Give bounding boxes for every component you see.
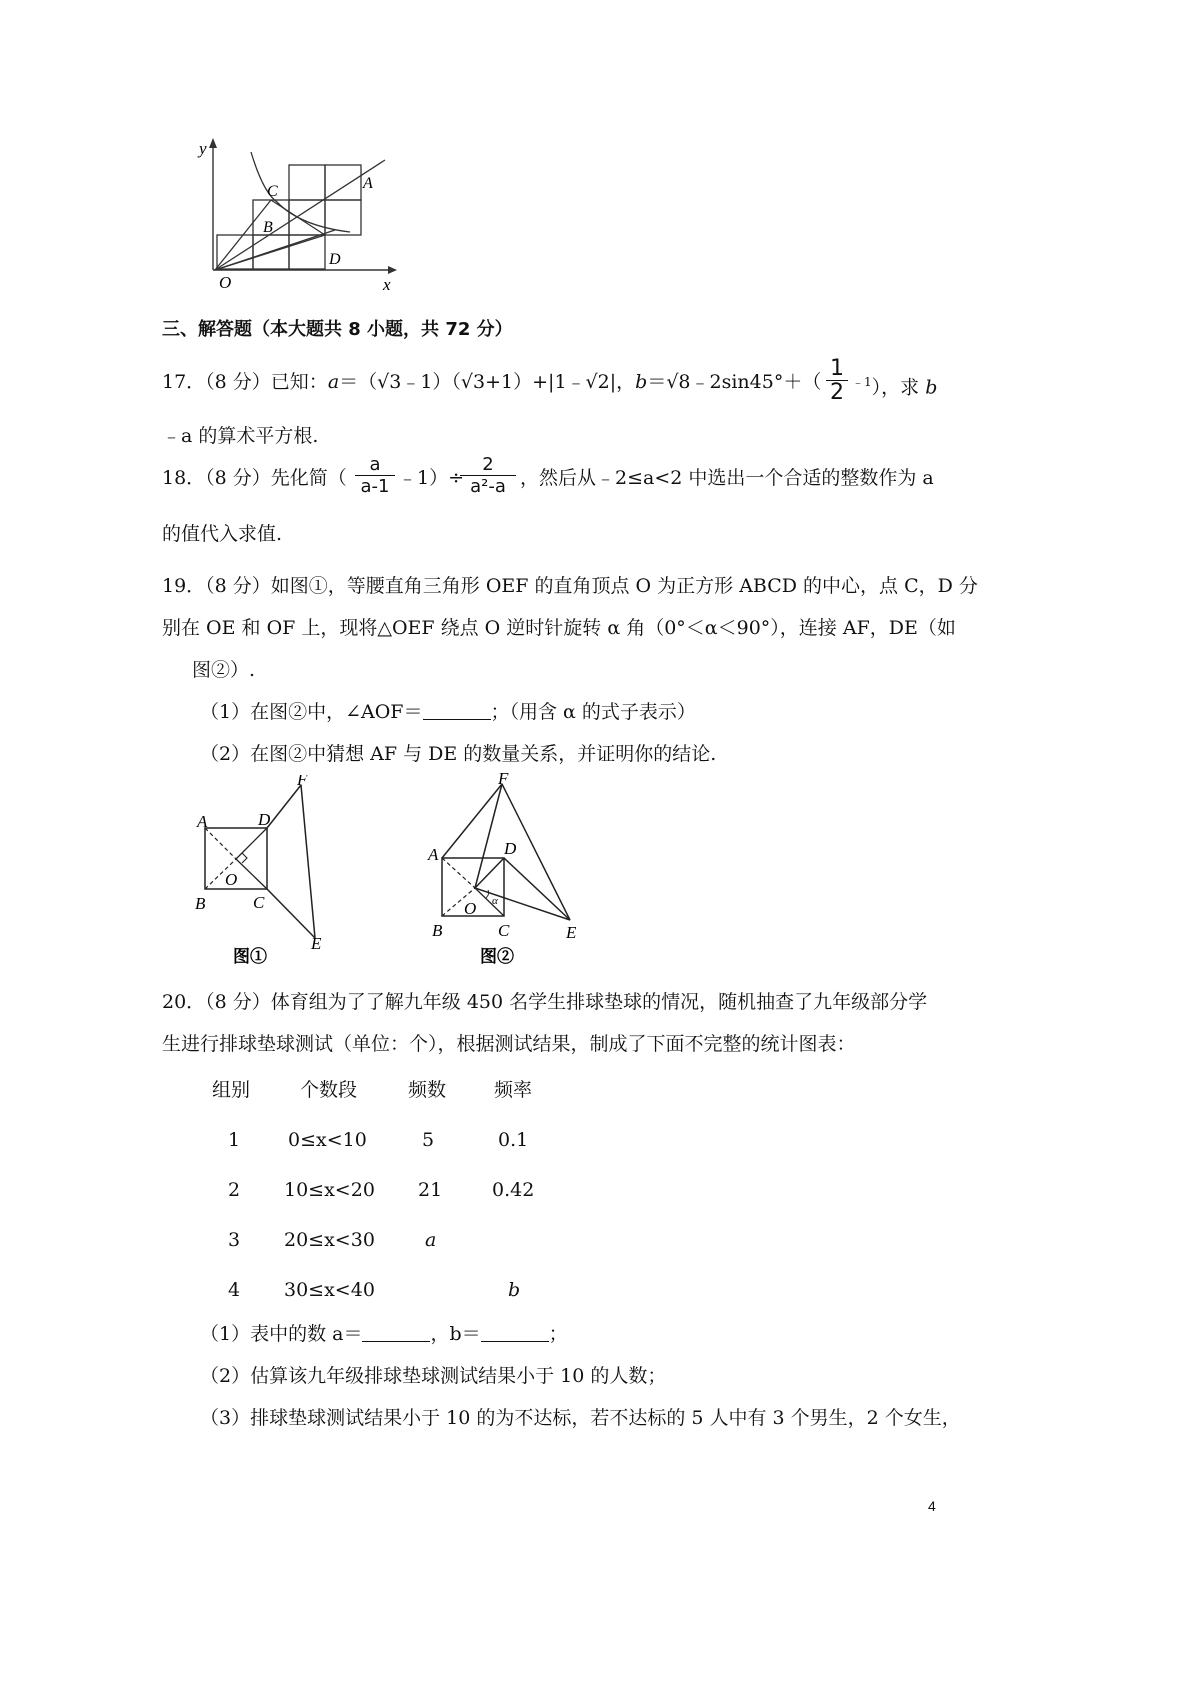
- fig2-label-o: O: [464, 899, 477, 918]
- table-cell: 0.1: [498, 1129, 529, 1151]
- q17-frac-den: 2: [830, 380, 844, 405]
- table-cell: 3: [228, 1229, 241, 1251]
- q19-line2: 别在 OE 和 OF 上，现将△OEF 绕点 O 逆时针旋转 α 角（0°＜α＜90°），连接 AF，DE（如: [162, 617, 956, 639]
- q19-line3: 图②）.: [192, 659, 256, 681]
- point-a-label: A: [363, 175, 373, 192]
- fig2-label-b: B: [432, 921, 443, 940]
- table-header-rate: 频率: [494, 1079, 533, 1101]
- fig1-label-b: B: [195, 894, 206, 913]
- q20-line2: 生进行排球垫球测试（单位：个），根据测试结果，制成了下面不完整的统计图表：: [162, 1033, 856, 1055]
- fig1-label-d: D: [258, 810, 271, 829]
- fig1-label-o: O: [225, 870, 238, 889]
- q20-part1-b: ，b＝: [430, 1323, 481, 1345]
- origin-label: O: [219, 273, 232, 292]
- q20-line1: 20．（8 分）体育组为了了解九年级 450 名学生排球垫球的情况，随机抽查了九年级部分学: [162, 991, 928, 1013]
- q17-expr-b: ＝√8﹣2sin45°＋（: [647, 371, 822, 393]
- fig2-label-c: C: [498, 921, 510, 940]
- q17-line1: [162, 370, 821, 394]
- q19-line1: 19．（8 分）如图①，等腰直角三角形 OEF 的直角顶点 O 为正方形 ABCD 的中心，点 C，D 分: [162, 575, 978, 597]
- fig2-alpha-mark: α: [492, 895, 498, 907]
- table-cell: 20≤x<30: [284, 1229, 375, 1251]
- table-cell: 1: [228, 1129, 241, 1151]
- figure-2: [420, 770, 595, 970]
- coordinate-figure: [185, 130, 415, 295]
- table-cell: 0.42: [492, 1179, 535, 1201]
- fig1-label-e: E: [311, 934, 322, 953]
- fig1-caption: 图①: [233, 947, 267, 966]
- fig2-label-d: D: [504, 839, 517, 858]
- q20-part3: （3）排球垫球测试结果小于 10 的为不达标，若不达标的 5 人中有 3 个男生，2 个女生，: [200, 1407, 961, 1429]
- table-cell: 2: [228, 1179, 241, 1201]
- fig1-label-f: F: [297, 775, 308, 789]
- fig2-label-f: F: [498, 770, 509, 788]
- q18-line2: 的值代入求值.: [162, 523, 283, 545]
- q18-prefix: 18．（8 分）先化简（: [162, 467, 347, 489]
- q17-line2: ﹣a 的算术平方根.: [162, 425, 319, 447]
- table-header-group: 组别: [212, 1079, 251, 1101]
- q20-part2: （2）估算该九年级排球垫球测试结果小于 10 的人数；: [200, 1365, 667, 1387]
- q19-part1-text: （1）在图②中，∠AOF＝: [200, 701, 423, 723]
- q18-f1-num: a: [369, 454, 381, 475]
- table-cell: 10≤x<20: [284, 1179, 375, 1201]
- table-header-frequency: 频数: [408, 1079, 447, 1101]
- q18-fraction2: [460, 455, 516, 498]
- q19-part1-hint: ；（用含 α 的式子表示）: [490, 701, 696, 723]
- q20-blank-a: [362, 1323, 430, 1342]
- q17-expr-a: ＝（√3﹣1）（√3+1）+|1﹣√2|，: [339, 371, 636, 393]
- q17-var-a: a: [327, 371, 340, 393]
- q17-line1-end: [852, 370, 937, 399]
- q17-fraction: [826, 358, 848, 405]
- figure-1: [185, 775, 360, 970]
- table-cell: 5: [422, 1129, 435, 1151]
- table-cell: a: [425, 1229, 437, 1251]
- q18-fraction1: [355, 455, 395, 498]
- q17-var-b2: b: [925, 376, 938, 399]
- table-cell: 30≤x<40: [284, 1279, 375, 1301]
- q20-blank-b: [481, 1323, 549, 1342]
- table-cell: 21: [418, 1179, 443, 1201]
- q20-part1-text: （1）表中的数 a＝: [200, 1323, 363, 1345]
- x-axis-label: x: [383, 275, 391, 294]
- fig2-caption: 图②: [480, 947, 514, 966]
- q19-part1: [200, 700, 696, 724]
- q18-f2-den: a²-a: [470, 476, 506, 497]
- q17-prefix: 17．（8 分）已知：: [162, 371, 328, 393]
- q17-frac-num: 1: [830, 356, 844, 381]
- fig1-label-c: C: [253, 893, 265, 912]
- point-d-label: D: [329, 251, 341, 268]
- q19-answer-blank: [423, 701, 491, 720]
- table-header-range: 个数段: [300, 1079, 358, 1101]
- y-axis-label: y: [199, 139, 207, 158]
- table-cell: b: [508, 1279, 521, 1301]
- table-cell: 0≤x<10: [288, 1129, 367, 1151]
- q20-part1-end: ；: [548, 1323, 568, 1345]
- q17-ask: ），求: [871, 376, 920, 399]
- q20-part1: [200, 1322, 568, 1346]
- point-c-label: C: [267, 183, 278, 200]
- fig1-label-a: A: [197, 812, 208, 831]
- q18-suffix: ，然后从﹣2≤a<2 中选出一个合适的整数作为 a: [520, 467, 934, 489]
- q18-f2-num: 2: [482, 454, 494, 475]
- q19-part2: （2）在图②中猜想 AF 与 DE 的数量关系，并证明你的结论.: [200, 743, 717, 765]
- q17-var-b: b: [635, 371, 648, 393]
- point-b-label: B: [263, 219, 273, 236]
- q18-mid: ﹣1）÷: [398, 467, 465, 489]
- q18-f1-den: a-1: [360, 476, 390, 497]
- q17-exponent: ﹣1: [852, 375, 872, 389]
- table-cell: 4: [228, 1279, 241, 1301]
- fig2-label-e: E: [566, 923, 577, 942]
- section-heading: 三、解答题（本大题共 8 小题，共 72 分）: [162, 319, 513, 340]
- page-number: 4: [928, 1498, 936, 1514]
- fig2-label-a: A: [428, 845, 439, 864]
